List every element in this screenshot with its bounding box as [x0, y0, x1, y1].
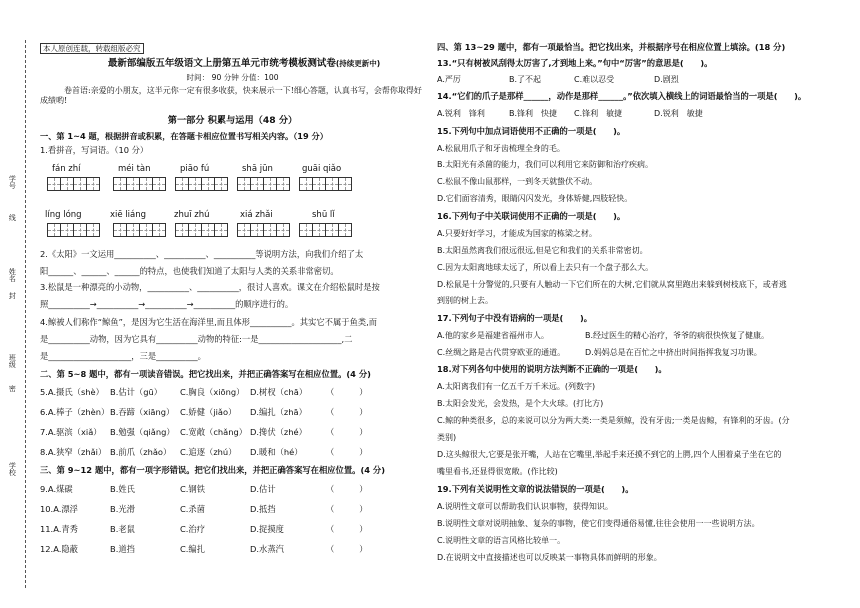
option[interactable]: A.锐利 锋利 — [437, 109, 485, 118]
copyright-notice: 本人原创连载，转载组版必究 — [40, 43, 144, 54]
page-title: 最新部编版五年级语文上册第五单元市统考模板测试卷(持续更新中) — [107, 58, 381, 69]
section-three-heading: 三、第 9~12 题中，都有一项字形错误。把它们找出来，并把正确答案写在相应位置。(4 分) — [40, 465, 385, 475]
option[interactable]: B.道挡 — [110, 544, 135, 554]
answer-paren[interactable]: （ ） — [326, 387, 368, 397]
q2-line-2: 阳______、______、______的特点，也使我们知道了太阳与人类的关系非常密切。 — [40, 266, 339, 276]
option[interactable]: A.他的家乡是福建省福州市人。 — [437, 331, 549, 340]
writing-grid[interactable] — [300, 223, 352, 237]
option[interactable]: C.娇健（jiǎo） — [180, 407, 237, 417]
option[interactable]: D.暖和（hé） — [250, 447, 303, 457]
pinyin: piāo fú — [180, 164, 210, 174]
option[interactable]: B.勉强（qiǎng） — [110, 427, 175, 437]
option-continued: 到别的树上去。 — [437, 296, 493, 305]
option[interactable]: C.杀菌 — [180, 504, 206, 514]
option[interactable]: B.太阳会发光，会发热，是个大火球。(打比方) — [437, 399, 604, 408]
answer-paren[interactable]: （ ） — [326, 407, 368, 417]
pinyin: xiá zhǎi — [240, 210, 273, 220]
writing-grid[interactable] — [238, 223, 290, 237]
option[interactable]: C.追逐（zhú） — [180, 447, 237, 457]
binding-gutter — [0, 0, 36, 608]
option[interactable]: D.锐利 敏捷 — [654, 109, 703, 118]
option[interactable]: A.只要好好学习，才能成为国家的栋梁之材。 — [437, 229, 597, 238]
option[interactable]: B.光滑 — [110, 504, 135, 514]
gutter-label-mi: 密 — [8, 385, 17, 392]
answer-paren[interactable]: （ ） — [326, 484, 368, 494]
option[interactable]: A.松鼠用爪子和牙齿梳理全身的毛。 — [437, 144, 565, 153]
option[interactable]: C.宽敞（chǎng） — [180, 427, 248, 437]
gutter-label-xian: 线 — [8, 214, 17, 221]
option[interactable]: 10.A.漂浮 — [40, 504, 78, 514]
writing-grid[interactable] — [300, 177, 352, 191]
option[interactable]: D.它们面容清秀，眼睛闪闪发光，身体矫健,四肢轻快。 — [437, 194, 633, 203]
gutter-label-name: 姓名 — [8, 268, 17, 282]
part-one-heading: 第一部分 积累与运用（48 分） — [167, 115, 298, 126]
writing-grid[interactable] — [176, 177, 228, 191]
q6-row — [40, 408, 368, 418]
option[interactable]: B.太阳虽然离我们很远很远,但是它和我们的关系非常密切。 — [437, 246, 648, 255]
option[interactable]: D.在说明文中直接描述也可以反映某一事物具体而鲜明的形象。 — [437, 553, 662, 562]
writing-grid[interactable] — [176, 223, 228, 237]
option[interactable]: D.搀伏（zhé） — [250, 427, 307, 437]
pinyin: fán zhí — [52, 164, 81, 174]
option[interactable]: B.锋利 快捷 — [509, 109, 558, 118]
q4-line-3: 是____________________，三是__________。 — [40, 351, 206, 361]
option[interactable]: C.钢铁 — [180, 484, 206, 494]
cut-line — [25, 40, 26, 588]
q7-row — [40, 428, 368, 438]
option[interactable]: D.水蒸汽 — [250, 544, 284, 554]
pinyin: méi tàn — [118, 164, 151, 174]
writing-grid[interactable] — [114, 223, 166, 237]
writing-grid[interactable] — [48, 223, 100, 237]
option[interactable]: C.胸良（xiōng） — [180, 387, 245, 397]
option[interactable]: D.抵挡 — [250, 504, 276, 514]
option[interactable]: B.老鼠 — [110, 524, 135, 534]
option-continued: 嘴里看书,还显得很宽敞。(作比较) — [437, 467, 558, 476]
option[interactable]: D.剧烈 — [654, 75, 679, 84]
answer-paren[interactable]: （ ） — [326, 504, 368, 514]
pinyin: shū lǐ — [312, 210, 335, 220]
option[interactable]: B.经过医生的精心治疗，爷爷的病很快恢复了健康。 — [585, 331, 770, 340]
option[interactable]: B.太阳光有杀菌的能力，我们可以利用它来防御和治疗疾病。 — [437, 160, 654, 169]
section-four-heading: 四、第 13~29 题中，都有一项最恰当。把它找出来，并根据序号在相应位置上填涂。(18 分) — [437, 42, 786, 52]
answer-paren[interactable]: （ ） — [326, 427, 368, 437]
option[interactable]: B.前爪（zhǎo） — [110, 447, 172, 457]
option[interactable]: C.因为太阳离地球太远了，所以看上去只有一个盘子那么大。 — [437, 263, 654, 272]
option[interactable]: 11.A.青秀 — [40, 524, 78, 534]
option[interactable]: C.锋利 敏捷 — [574, 109, 623, 118]
option[interactable]: B.姓氏 — [110, 484, 135, 494]
option[interactable]: D.编扎（zhā） — [250, 407, 307, 417]
q17-options-row-2 — [437, 348, 762, 358]
answer-paren[interactable]: （ ） — [326, 447, 368, 457]
q8-row — [40, 448, 368, 458]
option[interactable]: B.吞蹄（xiāng） — [110, 407, 175, 417]
option[interactable]: 7.A.驱滨（xiǎ） — [40, 427, 102, 437]
exam-meta: 时间： 90 分钟 分值：100 — [186, 73, 279, 82]
q9-row — [40, 485, 368, 495]
option[interactable]: 8.A.狭窄（zhǎi） — [40, 447, 107, 457]
q19-prompt: 19.下列有关说明性文章的说法错误的一项是( )。 — [437, 484, 634, 494]
option[interactable]: A.说明性文章可以帮助我们认识事物，获得知识。 — [437, 502, 613, 511]
q12-row — [40, 545, 368, 555]
gutter-label-xuehao: 学号 — [8, 175, 17, 189]
option[interactable]: C.鲸的种类很多，总的来说可以分为两大类:一类是须鲸，没有牙齿;一类是齿鲸，有锋利的牙齿。(分 — [437, 416, 790, 425]
gutter-label-school: 学校 — [8, 462, 17, 476]
pinyin: guāi qiǎo — [302, 164, 342, 174]
q2-line-1: 2.《太阳》一文运用__________、__________、__________等说明方法，向我们介绍了太 — [40, 249, 364, 259]
option[interactable]: B.说明性文章对说明抽象、复杂的事物，使它们变得通俗易懂,往往会使用一一些说明方法。 — [437, 519, 760, 528]
option[interactable]: C.编扎 — [180, 544, 206, 554]
q4-line-1: 4.鲸被人们称作“鲸鱼”，是因为它生活在海洋里,而且体形__________。其实它不属于鱼类,而 — [40, 317, 378, 327]
option[interactable]: A.严厉 — [437, 75, 461, 84]
pinyin: xiē liáng — [110, 210, 147, 220]
q13-options — [437, 75, 679, 85]
option[interactable]: C.松鼠不像山鼠那样，一到冬天就蛰伏不动。 — [437, 177, 598, 186]
writing-grid[interactable] — [238, 177, 290, 191]
pinyin: zhuī zhú — [174, 210, 210, 220]
option[interactable]: C.治疗 — [180, 524, 206, 534]
option[interactable]: D.妈妈总是在百忙之中挤出时间指挥我复习功课。 — [585, 348, 762, 357]
answer-paren[interactable]: （ ） — [326, 544, 368, 554]
q4-line-2: 是__________动物，因为它具有__________动物的特征:一是____________________,二 — [40, 334, 353, 344]
option[interactable]: D.捉摸度 — [250, 524, 284, 534]
q17-options-row-1 — [437, 331, 769, 341]
section-one-heading: 一、第 1~4 题，根据拼音或积累，在答题卡相应位置书写相关内容。（19 分） — [40, 131, 328, 141]
pinyin: shā jūn — [242, 164, 273, 174]
q14-prompt: 14.“它们的爪子是那样______，动作是那样______。”依次填入横线上的词语最恰当的一项是( )。 — [437, 91, 807, 101]
option[interactable]: 12.A.隐蔽 — [40, 544, 78, 554]
gutter-label-class: 班级 — [8, 354, 17, 368]
option[interactable]: 9.A.煤碳 — [40, 484, 73, 494]
option[interactable]: D.树杈（chā） — [250, 387, 308, 397]
option[interactable]: 6.A.棒子（zhèn） — [40, 407, 110, 417]
option[interactable]: B.估计（gū） — [110, 387, 163, 397]
greeting-text: 卷首语:亲爱的小朋友，这半元你一定有很多收获，快来展示一下!细心答题，认真书写，会帮你取得好成绩哟! — [40, 86, 422, 105]
writing-grid[interactable] — [48, 177, 100, 191]
q13-prompt: 13.“只有树被风刮得太厉害了,才到地上来。”句中“厉害”的意思是( )。 — [437, 58, 713, 68]
option[interactable]: A.太阳离我们有一亿五千万千米远。(列数字) — [437, 382, 596, 391]
q11-row — [40, 525, 368, 535]
q5-row — [40, 388, 368, 398]
q18-prompt: 18.对下列各句中使用的说明方法判断不正确的一项是( )。 — [437, 364, 667, 374]
pinyin: líng lóng — [45, 210, 82, 220]
gutter-label-feng: 封 — [8, 292, 17, 299]
option[interactable]: C.丝绸之路是古代贯穿欧亚的通道。 — [437, 348, 566, 357]
option-continued: 类别) — [437, 433, 457, 442]
writing-grid[interactable] — [114, 177, 166, 191]
answer-paren[interactable]: （ ） — [326, 524, 368, 534]
q14-options — [437, 109, 703, 119]
q3-line-2: 照__________→__________→__________→__________的顺序进行的。 — [40, 299, 294, 309]
option[interactable]: C.难以忍受 — [574, 75, 615, 84]
option[interactable]: B.了不起 — [509, 75, 542, 84]
q1-prompt: 1.看拼音，写词语。（10 分） — [40, 145, 149, 155]
q17-prompt: 17.下列句子中没有语病的一项是( )。 — [437, 313, 593, 323]
q15-prompt: 15.下列句中加点词语使用不正确的一项是( )。 — [437, 126, 626, 136]
option[interactable]: D.估计 — [250, 484, 276, 494]
option[interactable]: 5.A.摄氏（shè） — [40, 387, 104, 397]
option[interactable]: D.这头鲸很大,它要是张开嘴，人站在它嘴里,举起手来还摸不到它的上腭,四个人围着桌子坐在它的 — [437, 450, 782, 459]
q16-prompt: 16.下列句子中关联词使用不正确的一项是( )。 — [437, 211, 626, 221]
q10-row — [40, 505, 368, 515]
option[interactable]: D.松鼠是十分警觉的,只要有人触动一下它们所在的大树,它们就从窝里跑出来躲到树枝底下，或者逃 — [437, 280, 787, 289]
q3-line-1: 3.松鼠是一种漂亮的小动物，__________、__________，很讨人喜欢。课文在介绍松鼠时是按 — [40, 282, 380, 292]
option[interactable]: C.说明性文章的语言风格比较单一。 — [437, 536, 566, 545]
section-two-heading: 二、第 5~8 题中，都有一项读音错误。把它找出来，并把正确答案写在相应位置。(4 分) — [40, 369, 371, 379]
